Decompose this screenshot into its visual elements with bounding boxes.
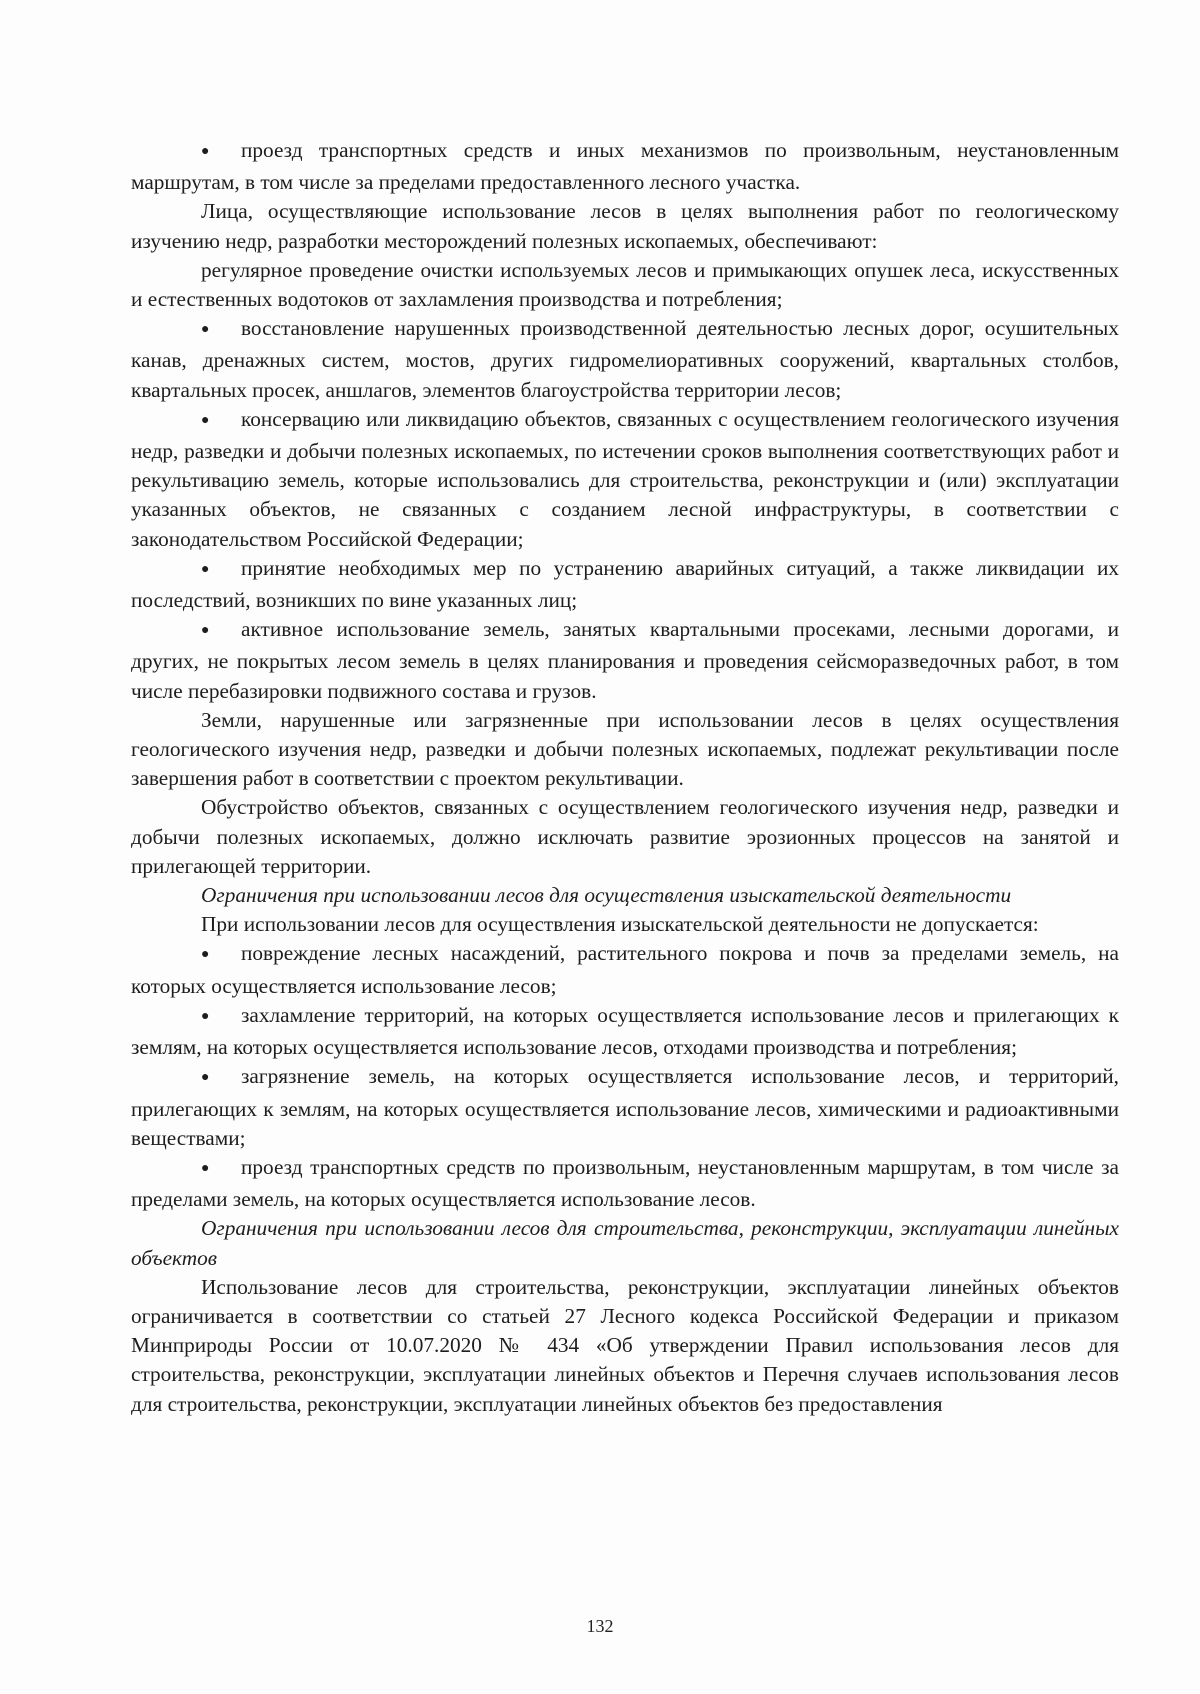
bullet-paragraph: ●восстановление нарушенных производственной деятельностью лесных дорог, осушительных канав, дренажных систем, мостов, других гидромелиоративных сооружений, квартальных столбов, квартальных просек, аншлагов, элементов благоустройства территории лесов; <box>131 314 1119 405</box>
bullet-icon <box>201 136 241 168</box>
bullet-paragraph: ●проезд транспортных средств и иных механизмов по произвольным, неустановленным маршрутам, в том числе за пределами предоставленного лесного участка. <box>131 136 1119 197</box>
bullet-icon <box>201 1153 241 1185</box>
bullet-icon <box>201 939 241 971</box>
paragraph: Земли, нарушенные или загрязненные при использовании лесов в целях осуществления геологического изучения недр, разведки и добычи полезных ископаемых, подлежат рекультивации после завершения работ в соответствии с проектом рекультивации. <box>131 707 1119 791</box>
bullet-paragraph: ●активное использование земель, занятых квартальными просеками, лесными дорогами, и других, не покрытых лесом земель в целях планирования и проведения сейсморазведочных работ, в том числе перебазировки подвижного состава и грузов. <box>131 615 1119 706</box>
paragraph: Обустройство объектов, связанных с осуществлением геологического изучения недр, разведки и добычи полезных ископаемых, должно исключать развитие эрозионных процессов на занятой и прилегающей территории. <box>131 795 1119 878</box>
bullet-paragraph: ●захламление территорий, на которых осуществляется использование лесов и прилегающих к землям, на которых осуществляется использование лесов, отходами производства и потребления; <box>131 1001 1119 1062</box>
bullet-icon <box>201 405 241 437</box>
document-body <box>131 136 1119 1419</box>
bullet-paragraph: ●проезд транспортных средств по произвольным, неустановленным маршрутам, в том числе за пределами земель, на которых осуществляется использование лесов. <box>131 1153 1119 1214</box>
bullet-paragraph: ●повреждение лесных насаждений, растительного покрова и почв за пределами земель, на которых осуществляется использование лесов; <box>131 939 1119 1000</box>
bullet-paragraph: ●загрязнение земель, на которых осуществляется использование лесов, и территорий, прилегающих к землям, на которых осуществляется использование лесов, химическими и радиоактивными веществами; <box>131 1062 1119 1153</box>
bullet-icon <box>201 615 241 647</box>
bullet-paragraph: ●принятие необходимых мер по устранению аварийных ситуаций, а также ликвидации их последствий, возникших по вине указанных лиц; <box>131 554 1119 615</box>
page-number: 132 <box>586 1616 614 1636</box>
paragraph: регулярное проведение очистки используемых лесов и примыкающих опушек леса, искусственных и естественных водотоков от захламления производства и потребления; <box>131 257 1119 312</box>
section-heading: Ограничения при использовании лесов для строительства, реконструкции, эксплуатации линейных объектов <box>131 1216 1119 1270</box>
bullet-paragraph: ●консервацию или ликвидацию объектов, связанных с осуществлением геологического изучения недр, разведки и добычи полезных ископаемых, по истечении сроков выполнения соответствующих работ и рекультивацию земель, которые использовались для строительства, реконструкции и (или) эксплуатации указанных объектов, не связанных с созданием лесной инфраструктуры, в соответствии с законодательством Российской Федерации; <box>131 405 1119 554</box>
bullet-icon <box>201 314 241 346</box>
bullet-icon <box>201 1062 241 1094</box>
section-heading: Ограничения при использовании лесов для осуществления изыскательской деятельности <box>201 883 1012 908</box>
paragraph: При использовании лесов для осуществления изыскательской деятельности не допускается: <box>201 912 1039 937</box>
bullet-icon <box>201 554 241 586</box>
paragraph: Использование лесов для строительства, реконструкции, эксплуатации линейных объектов ограничивается в соответствии со статьей 27 Лесного кодекса Российской Федерации и приказом Минприроды России от 10.07.2020 № 434 «Об утверждении Правил использования лесов для строительства, реконструкции, эксплуатации линейных объектов и Перечня случаев использования лесов для строительства, реконструкции, эксплуатации линейных объектов без предоставления <box>131 1274 1119 1416</box>
bullet-icon <box>201 1001 241 1033</box>
paragraph: Лица, осуществляющие использование лесов в целях выполнения работ по геологическому изучению недр, разработки месторождений полезных ископаемых, обеспечивают: <box>131 199 1119 253</box>
